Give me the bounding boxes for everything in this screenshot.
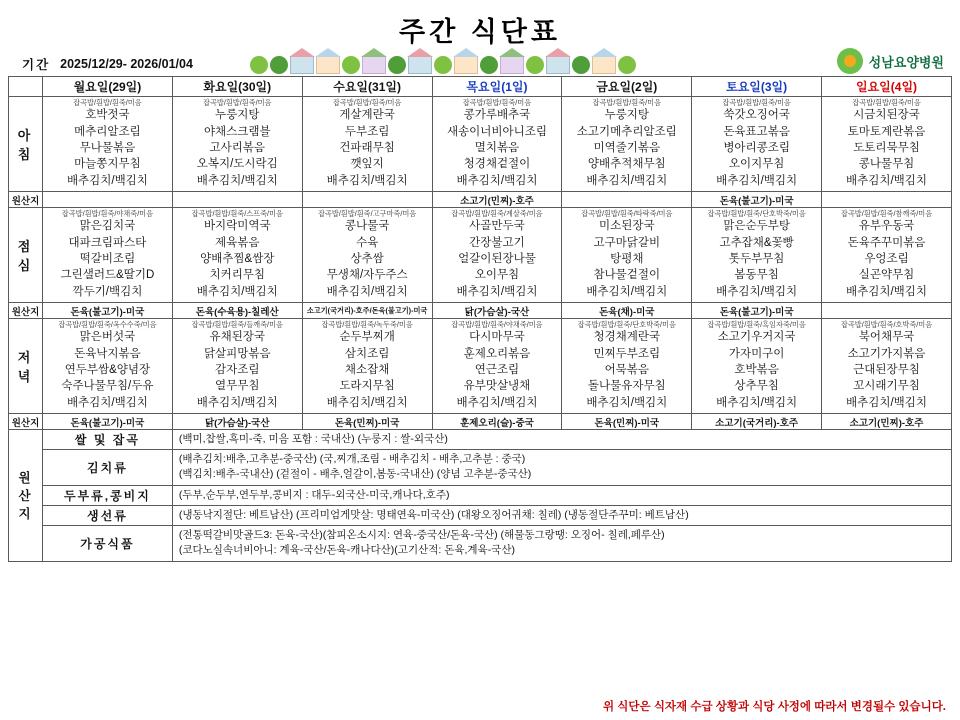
origin-cell [822,192,952,208]
house-icon [454,56,478,74]
menu-item: 병아리콩조림 [723,142,790,155]
menu-item: 건파래무침 [339,142,395,155]
menu-item: 콩나물국 [344,220,390,233]
hospital-name: 성남요양병원 [868,54,944,70]
menu-item: 숙주나물무침/두유 [61,380,154,393]
menu-item: 꼬시래기무침 [853,380,920,393]
menu-item: 소고기가지볶음 [847,347,926,360]
table-header [9,77,952,97]
hospital-logo [837,48,944,74]
menu-cell [432,208,562,303]
menu-item: 시금치된장국 [853,109,920,122]
origin-cell [822,303,952,319]
menu-item: 소고기우거지국 [717,331,796,344]
rice-options: 잡곡밥/흰밥/흰죽/계살죽/미음 [451,209,543,218]
origin-category-label: 가공식품 [43,526,173,561]
menu-item: 누룽지탕 [604,109,650,122]
menu-item: 양배추적채무침 [587,158,666,171]
rice-options: 잡곡밥/흰밥/흰죽/미음 [332,98,402,107]
origin-block-row [9,430,952,450]
origin-line: (냉동낙지절단: 베트남산) (프리미엄게맛살: 명태연육-미국산) (대왕오징어귀채: 칠레) (냉동절단주꾸미: 베트남산) [178,508,689,521]
menu-item: 배추김치/백김치 [716,396,798,409]
origin-line: (백김치:배추-국내산) (겉절이 - 배추,얼갈이,봄동-국내산) (양념 고추분-중국산) [178,468,532,481]
origin-cell: 훈제오리(슬)-중국 [432,414,562,430]
rice-options: 잡곡밥/흰밥/흰죽/호박죽/미음 [840,320,933,329]
rice-options: 잡곡밥/흰밥/흰죽/녹두죽/미음 [321,320,413,329]
menu-item: 호박볶음 [734,364,779,377]
menu-item: 제육볶음 [215,236,260,249]
menu-cell [43,97,173,192]
house-icon [408,56,432,74]
column-header-day: 월요일(29일) [43,77,173,97]
tree-icon [618,56,636,74]
menu-item: 오복지/도시락김 [196,158,278,171]
meal-name-cell: 저 녁 [9,319,43,414]
origin-line: (두부,순두부,연두부,콩비지 : 대두-외국산-미국,캐나다,호주) [178,488,450,501]
menu-item: 대파크림파스타 [68,236,147,249]
column-header-day: 일요일(4일) [822,77,952,97]
origin-category-value [172,430,951,450]
menu-item: 치커리무침 [209,269,266,282]
menu-item: 얼갈이된장나물 [458,253,536,266]
menu-cell [432,319,562,414]
house-icon [592,56,616,74]
weekly-menu-table [8,76,952,562]
menu-item: 배추김치/백김치 [716,174,798,187]
menu-item: 훈제오리볶음 [463,347,531,360]
menu-item: 순두부찌개 [339,331,395,344]
origin-cell: 닭(가슴살)-국산 [172,414,302,430]
origin-row-label: 원산지 [9,414,43,430]
rice-options: 잡곡밥/흰밥/흰죽/참깨죽/미음 [840,209,933,218]
column-header-day: 금요일(2일) [562,77,692,97]
menu-item: 사골만두국 [469,220,525,233]
menu-cell [302,208,432,303]
origin-category-value [172,485,951,505]
menu-item: 깍두기/백김치 [72,285,143,298]
rice-options: 잡곡밥/흰밥/흰죽/타락죽/미음 [581,209,673,218]
menu-item: 실곤약무침 [858,269,915,282]
origin-cell: 소고기(민찌)-호주 [432,192,562,208]
menu-cell [172,319,302,414]
menu-item: 돈육표고볶음 [723,125,790,138]
menu-item: 미역줄기볶음 [593,142,661,155]
origin-cell: 돈육(채)-미국 [562,303,692,319]
menu-item: 우엉조림 [864,253,909,266]
meal-name-cell: 아 침 [9,97,43,192]
menu-item: 두부조림 [344,125,390,138]
menu-item: 떡갈비조림 [79,253,136,266]
origin-row [9,192,952,208]
house-icon [500,56,524,74]
origin-block-row [9,526,952,561]
origin-cell: 닭(가슴살)-국산 [432,303,562,319]
menu-item: 돈육낙지볶음 [74,347,141,360]
rice-options: 잡곡밥/흰밥/흰죽/미음 [592,98,662,107]
menu-item: 콩가루배추국 [463,109,531,122]
origin-line: (전통떡갈비맛골드3: 돈육-국산)(참피온소시지: 연육-중국산/돈육-국산) (해물동그랑땡: 오징어- 칠레,페루산) [178,529,665,542]
logo-icon [837,48,863,74]
menu-item: 멸치볶음 [474,142,520,155]
menu-item: 탕평채 [610,253,644,266]
origin-cell: 소고기(민찌)-호주 [822,414,952,430]
origin-row-label: 원산지 [9,303,43,319]
rice-options: 잡곡밥/흰밥/흰죽/미음 [73,98,142,107]
menu-item: 무나물볶음 [79,142,136,155]
menu-item: 고구마닭갈비 [593,236,661,249]
menu-item: 배추김치/백김치 [846,174,928,187]
menu-cell [692,97,822,192]
menu-item: 근대된장무침 [853,364,920,377]
menu-item: 고사리볶음 [209,142,266,155]
house-icon [316,56,340,74]
rice-options: 잡곡밥/흰밥/흰죽/미음 [462,98,532,107]
menu-item: 배추김치/백김치 [586,174,668,187]
menu-item: 유부맛살냉채 [463,380,531,393]
meal-name-cell: 점 심 [9,208,43,303]
menu-item: 누룽지탕 [215,109,260,122]
rice-options: 잡곡밥/흰밥/흰죽/미음 [203,98,272,107]
menu-item: 유부우동국 [858,220,915,233]
menu-cell [692,319,822,414]
menu-cell [822,208,952,303]
menu-item: 연근조림 [474,364,520,377]
menu-item: 맑은순두부탕 [723,220,790,233]
origin-category-value [172,505,951,525]
meal-row [9,208,952,303]
column-header-day: 수요일(31일) [302,77,432,97]
menu-item: 가자미구이 [728,347,785,360]
menu-cell [172,97,302,192]
menu-item: 상추쌈 [350,253,384,266]
origin-category-label: 생선류 [43,505,173,525]
menu-cell [562,319,692,414]
menu-item: 배추김치/백김치 [846,285,928,298]
origin-category-label: 김치류 [43,450,173,485]
menu-item: 다시마무국 [469,331,525,344]
menu-item: 배추김치/백김치 [846,396,928,409]
meal-row [9,97,952,192]
menu-item: 배추김치/백김치 [326,285,408,298]
menu-item: 양배추찜&쌈장 [200,253,275,266]
menu-item: 마늘쫑지무침 [74,158,141,171]
rice-options: 잡곡밥/흰밥/흰죽/들깨죽/미음 [191,320,283,329]
rice-options: 잡곡밥/흰밥/흰죽/고구마죽/미음 [317,209,417,218]
origin-block-row [9,485,952,505]
origin-row [9,303,952,319]
origin-category-label: 두부류,콩비지 [43,485,173,505]
menu-item: 배추김치/백김치 [456,396,538,409]
menu-item: 청경채겉절이 [463,158,531,171]
menu-item: 콩나물무침 [858,158,915,171]
menu-item: 배추김치/백김치 [586,285,668,298]
rice-options: 잡곡밥/흰밥/흰죽/단호박죽/미음 [577,320,676,329]
menu-item: 배추김치/백김치 [66,396,148,409]
column-header-day: 목요일(1일) [432,77,562,97]
origin-cell [43,192,173,208]
menu-item: 새송이너비아니조림 [446,125,547,138]
tree-icon [342,56,360,74]
origin-category-value [172,526,951,561]
origin-cell: 돈육(민찌)-미국 [302,414,432,430]
menu-item: 도라지무침 [339,380,395,393]
menu-item: 닭살피망볶음 [203,347,271,360]
origin-cell: 돈육(수육용)-칠레산 [172,303,302,319]
menu-cell [432,97,562,192]
rice-options: 잡곡밥/흰밥/흰죽/흑임자죽/미음 [707,320,806,329]
period-label: 기간 [22,58,51,72]
menu-item: 삼치조림 [344,347,390,360]
origin-line: (배추김치:배추,고추분-중국산) (국,찌개,조림 - 배추김치 - 배추,고추분 : 중국) [178,453,526,466]
menu-item: 열무무침 [215,380,260,393]
menu-item: 야채스크램블 [203,125,271,138]
origin-block-title: 원 산 지 [9,430,43,562]
menu-item: 호박젓국 [85,109,130,122]
rice-options: 잡곡밥/흰밥/흰죽/미음 [852,98,921,107]
menu-item: 미소된장국 [599,220,655,233]
house-icon [546,56,570,74]
origin-block-row [9,450,952,485]
origin-block-row [9,505,952,525]
menu-cell [43,319,173,414]
origin-line: (백미,찹쌀,흑미-죽, 미음 포함 : 국내산) (누룽지 : 쌀-외국산) [178,433,448,445]
origin-row-label: 원산지 [9,192,43,208]
footnote: 위 식단은 식자재 수급 상황과 식당 사정에 따라서 변경될수 있습니다. [603,701,946,713]
tree-icon [526,56,544,74]
menu-cell [172,208,302,303]
menu-item: 배추김치/백김치 [66,174,148,187]
origin-cell [302,192,432,208]
house-icon [290,56,314,74]
menu-cell [562,97,692,192]
meal-row [9,319,952,414]
menu-item: 배추김치/백김치 [456,174,538,187]
menu-cell [562,208,692,303]
column-header-day: 토요일(3일) [692,77,822,97]
menu-item: 오이지무침 [728,158,785,171]
menu-item: 배추김치/백김치 [586,396,668,409]
rice-options: 잡곡밥/흰밥/흰죽/옥수수죽/미음 [58,320,157,329]
house-icon [362,56,386,74]
menu-cell [822,97,952,192]
menu-item: 참나물겉절이 [593,269,661,282]
menu-item: 봄동무침 [734,269,779,282]
menu-item: 토마토계란볶음 [847,125,926,138]
menu-item: 배추김치/백김치 [456,285,538,298]
menu-item: 게살계란국 [339,109,395,122]
origin-category-value [172,450,951,485]
rice-options: 잡곡밥/흰밥/흰죽/야채죽/미음 [61,209,154,218]
menu-item: 채소잡채 [344,364,390,377]
menu-item: 소고기메추리알조림 [576,125,677,138]
decorative-village-illustration [250,44,710,74]
menu-item: 배추김치/백김치 [196,285,278,298]
origin-line: (코다노실속너비아니: 계육-국산/돈육-캐나다산)(고기산적: 돈육,계육-국산) [178,544,515,557]
column-header-meal [9,77,43,97]
menu-item: 쑥갓오징어국 [723,109,790,122]
menu-item: 상추무침 [734,380,779,393]
menu-cell [43,208,173,303]
page-title: 주간 식단표 [399,17,561,47]
menu-item: 그린샐러드&딸기D [60,269,155,282]
menu-item: 배추김치/백김치 [326,174,408,187]
origin-cell: 돈육(불고기)-미국 [43,414,173,430]
rice-options: 잡곡밥/흰밥/흰죽/미음 [722,98,791,107]
menu-item: 고추잡채&꽃빵 [719,236,794,249]
menu-cell [692,208,822,303]
menu-item: 배추김치/백김치 [716,285,798,298]
origin-cell: 소고기(국거리)-호주/돈육(불고기)-미국 [302,303,432,319]
menu-item: 수육 [356,236,379,249]
menu-item: 연두부쌈&양념장 [64,364,151,377]
menu-item: 배추김치/백김치 [196,396,278,409]
table-header-row [9,77,952,97]
origin-cell: 돈육(불고기)-미국 [692,303,822,319]
menu-item: 톳두부무침 [728,253,785,266]
origin-cell: 돈육(불고기)-미국 [692,192,822,208]
origin-cell [562,192,692,208]
menu-cell [822,319,952,414]
tree-icon [250,56,268,74]
origin-cell [172,192,302,208]
column-header-day: 화요일(30일) [172,77,302,97]
menu-item: 깻잎지 [350,158,384,171]
origin-category-label: 쌀 및 잡곡 [43,430,173,450]
menu-item: 돌나물유자무침 [587,380,666,393]
menu-item: 도토리묵무침 [853,142,920,155]
menu-item: 오이무침 [474,269,520,282]
period-value: 2025/12/29- 2026/01/04 [60,57,193,71]
rice-options: 잡곡밥/흰밥/흰죽/스프죽/미음 [191,209,283,218]
origin-cell: 돈육(민찌)-미국 [562,414,692,430]
menu-item: 맑은버섯국 [79,331,136,344]
origin-cell: 돈육(불고기)-미국 [43,303,173,319]
rice-options: 잡곡밥/흰밥/흰죽/단호박죽/미음 [707,209,806,218]
menu-item: 어묵볶음 [604,364,650,377]
menu-item: 무생채/자두주스 [326,269,408,282]
origin-row [9,414,952,430]
menu-item: 배추김치/백김치 [196,174,278,187]
origin-cell: 소고기(국거리)-호주 [692,414,822,430]
menu-item: 배추김치/백김치 [326,396,408,409]
menu-item: 바지락미역국 [203,220,271,233]
tree-icon [270,56,288,74]
menu-item: 민찌두부조림 [593,347,661,360]
menu-item: 돈육주꾸미볶음 [847,236,926,249]
menu-item: 청경채계란국 [593,331,661,344]
menu-cell [302,319,432,414]
menu-item: 유채된장국 [209,331,266,344]
menu-cell [302,97,432,192]
menu-item: 간장불고기 [469,236,525,249]
menu-item: 맑은김치국 [79,220,136,233]
menu-item: 북어채무국 [858,331,915,344]
tree-icon [388,56,406,74]
tree-icon [480,56,498,74]
table-body [9,97,952,562]
tree-icon [572,56,590,74]
rice-options: 잡곡밥/흰밥/흰죽/야채죽/미음 [451,320,543,329]
menu-item: 감자조림 [215,364,260,377]
tree-icon [434,56,452,74]
menu-item: 메추리알조림 [74,125,141,138]
